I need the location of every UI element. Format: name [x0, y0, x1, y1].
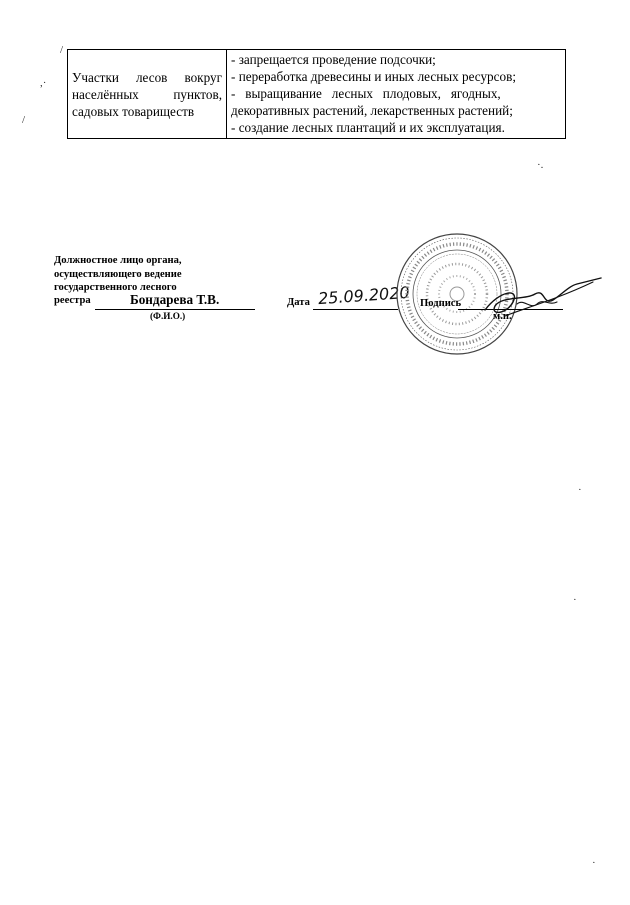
restrictions-table	[67, 49, 566, 139]
date-underline	[313, 309, 398, 310]
forest-area-line	[72, 69, 222, 86]
scan-mark: ·	[573, 594, 577, 606]
scan-mark: /	[22, 114, 26, 126]
official-title-line: Должностное лицо органа,	[54, 255, 182, 266]
forest-area-word: пунктов,	[173, 86, 222, 102]
reestr-label: реестра	[54, 295, 91, 306]
forest-area-line: садовых товариществ	[72, 103, 195, 119]
table-row	[68, 50, 566, 139]
official-name: Бондарева Т.В.	[130, 292, 220, 307]
scan-mark: ·.	[537, 159, 544, 171]
official-title-line: государственного лесного	[54, 282, 177, 293]
official-title	[54, 254, 182, 295]
forest-area-word: вокруг	[184, 69, 222, 85]
scan-mark: ,·	[40, 77, 47, 89]
restriction-item: - выращивание лесных плодовых, ягодных,	[231, 86, 501, 101]
forest-area-word: Участки	[72, 69, 119, 85]
handwritten-date: 25.09.2020	[317, 282, 411, 309]
signature-label: Подпись	[420, 298, 462, 309]
restriction-item: - создание лесных плантаций и их эксплуатация.	[231, 120, 505, 135]
restriction-item: - переработка древесины и иных лесных ресурсов;	[231, 69, 516, 84]
forest-area-cell	[68, 50, 227, 139]
restriction-item: декоративных растений, лекарственных растений;	[231, 103, 513, 118]
restrictions-cell	[227, 50, 566, 139]
fio-caption: (Ф.И.О.)	[150, 311, 186, 321]
restriction-item: - запрещается проведение подсочки;	[231, 52, 436, 67]
official-title-line: осуществляющего ведение	[54, 268, 182, 280]
seal-place-label: м.п.	[493, 311, 512, 322]
forest-area-word: населённых	[72, 86, 139, 102]
forest-area-word: лесов	[135, 69, 168, 85]
forest-area-line	[72, 86, 222, 103]
name-underline	[95, 309, 255, 310]
scan-mark: /	[60, 44, 64, 56]
scan-mark: ·	[592, 857, 596, 869]
handwritten-signature	[465, 270, 615, 330]
date-label: Дата	[287, 297, 310, 308]
scan-mark: ·	[578, 484, 582, 496]
